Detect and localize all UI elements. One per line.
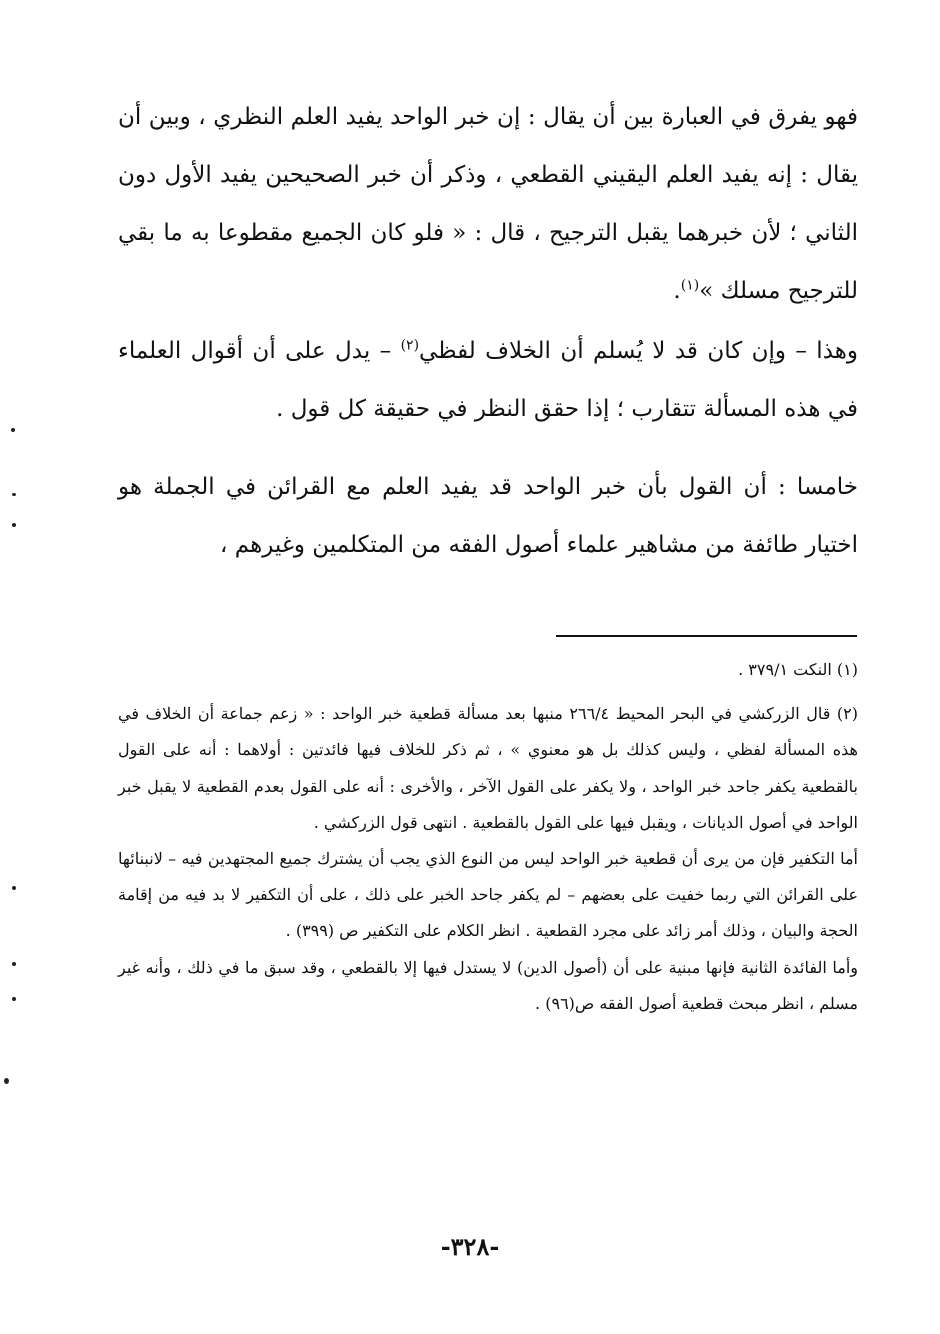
scan-speck <box>12 523 16 527</box>
footnote-2-continuation-2: وأما الفائدة الثانية فإنها مبنية على أن (أصول الدين) لا يستدل فيها إلا بالقطعي ، وقد سبق ما في ذلك ، وأنه غير مسلم ، انظر مبحث قطعية أصول الفقه ص(٩٦) . <box>118 957 858 1013</box>
scan-speck <box>12 493 16 496</box>
scan-speck <box>12 997 16 1001</box>
main-text <box>118 88 858 574</box>
footnote-2-continuation-1: أما التكفير فإن من يرى أن قطعية خبر الواحد ليس من النوع الذي يجب أن يشترك جميع المجتهدين فيه – لانبنائها على القرائن التي ربما خفيت على بعضهم – لم يكفر جاحد الخبر على ذلك ، على أن التكفير لا بد فيه من إقامة الحجة والبيان ، وذلك أمر زائد على مجرد القطعية . انظر الكلام على التكفير ص (٣٩٩) . <box>118 849 858 941</box>
paragraph-3: خامسا : أن القول بأن خبر الواحد قد يفيد العلم مع القرائن في الجملة هو اختيار طائفة من مشاهير علماء أصول الفقه من المتكلمين وغيرهم ، <box>118 474 858 558</box>
paragraph-2-text-a: وهذا – وإن كان قد لا يُسلم أن الخلاف لفظي <box>419 338 858 364</box>
scan-speck <box>12 962 16 966</box>
paragraph-2 <box>118 322 858 438</box>
scan-speck <box>11 428 15 432</box>
footnote-separator <box>556 635 857 637</box>
scan-speck <box>12 886 16 890</box>
scan-speck <box>4 1078 9 1084</box>
footnote-1: (١) النكت ٣٧٩/١ . <box>738 660 858 679</box>
footnote-2: (٢) قال الزركشي في البحر المحيط ٢٦٦/٤ منبها بعد مسألة قطعية خبر الواحد : « زعم جماعة أن الخلاف في هذه المسألة لفظي ، وليس كذلك بل هو معنوي » ، ثم ذكر للخلاف فيها فائدتين : أولاهما : أنه على القول بالقطعية يكفر جاحد خبر الواحد ، ولا يكفر على القول الآخر ، والأخرى : أنه على القول بعدم القطعية لا يقبل خبر الواحد في أصول الديانات ، ويقبل فيها على القول بالقطعية . انتهى قول الزركشي . <box>118 704 859 832</box>
footnote-ref-1[interactable]: (١) <box>680 277 700 294</box>
page-number: -٣٢٨- <box>440 1232 500 1261</box>
paragraph-2-text-b: – يدل على أن أقوال العلماء في هذه المسألة تتقارب ؛ إذا حقق النظر في حقيقة كل قول . <box>118 338 858 422</box>
footnotes <box>118 652 858 1022</box>
paragraph-1-text: فهو يفرق في العبارة بين أن يقال : إن خبر الواحد يفيد العلم النظري ، وبين أن يقال : إنه يفيد العلم اليقيني القطعي ، وذكر أن خبر الصحيحين يفيد الأول دون الثاني ؛ لأن خبرهما يقبل الترجيح ، قال : « فلو كان الجميع مقطوعا به ما بقي للترجيح مسلك » <box>118 104 858 304</box>
paragraph-1-end: . <box>673 278 681 304</box>
footnote-ref-2[interactable]: (٢) <box>400 337 420 354</box>
paragraph-1 <box>118 88 858 320</box>
